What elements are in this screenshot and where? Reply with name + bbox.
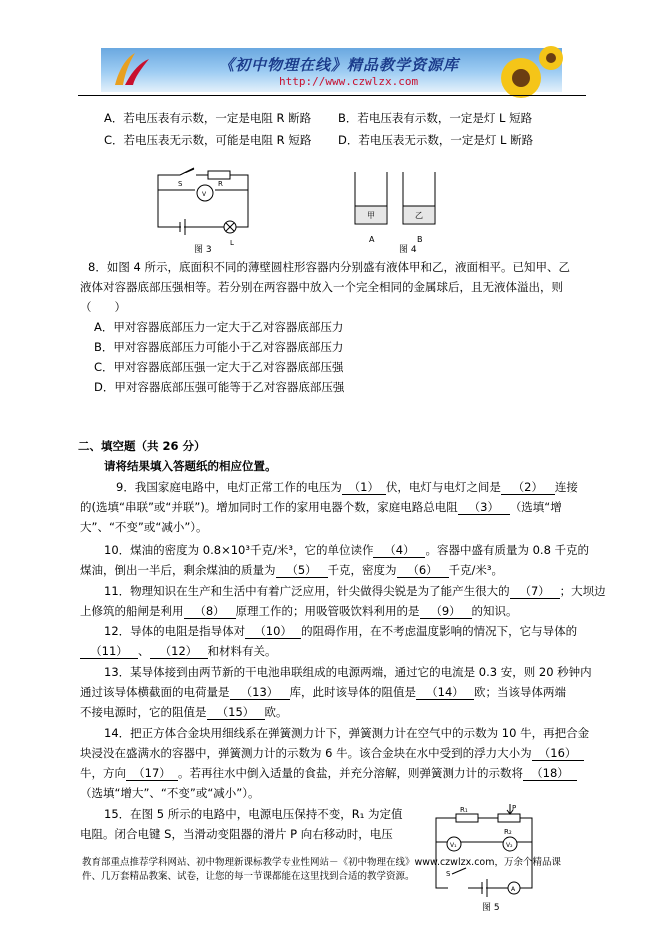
- page-footer: [82, 856, 561, 884]
- blank-18[interactable]: （18）: [523, 766, 577, 781]
- q9-line3: 大”、“不变”或“减小”）。: [80, 520, 208, 534]
- blank-7[interactable]: （7）: [510, 584, 560, 599]
- q8-stem-line2: 液体对容器底部压强相等。若分别在两容器中放入一个完全相同的金属球后，且无液体溢出，则: [80, 280, 563, 294]
- footer-line1: 教育部重点推荐学科网站、初中物理新课标教学专业性网站－《初中物理在线》www.czwlzx.com，万余个精品课: [82, 857, 561, 868]
- blank-5[interactable]: （5）: [276, 563, 328, 578]
- blank-16[interactable]: （16）: [532, 746, 584, 761]
- q10-line1: 10．煤油的密度为 0.8×10³千克/米³，它的单位读作 （4） 。容器中盛有质量为 0.8 千克的: [104, 543, 590, 557]
- q11-line2: 上修筑的船闸是利用 （8） 原理工作的；用吸管吸饮料利用的是 （9） 的知识。: [80, 604, 518, 618]
- q10-line2: 煤油，倒出一半后，剩余煤油的质量为 （5） 千克，密度为 （6） 千克/米³。: [80, 563, 503, 577]
- blank-12[interactable]: （12）: [150, 644, 208, 659]
- q8-option-d: D．甲对容器底部压强可能等于乙对容器底部压强: [94, 380, 345, 394]
- q12-line1: 12．导体的电阻是指导体对 （10） 的阻碍作用，在不考虑温度影响的情况下，它与导体的: [104, 624, 578, 638]
- q9-line1: 9．我国家庭电路中，电灯正常工作的电压为 （1） 伏，电灯与电灯之间是 （2） 连接: [116, 480, 578, 494]
- section-2-title: 二、填空题（共 26 分）: [78, 439, 206, 453]
- logo-icon: [109, 51, 153, 89]
- fig5-label-v1: V₁: [450, 842, 457, 849]
- figure-5-caption: 图 5: [482, 903, 500, 913]
- banner-url[interactable]: http://www.czwlzx.com: [279, 75, 419, 88]
- q15-line1: 15．在图 5 所示的电路中，电源电压保持不变，R₁ 为定值: [104, 807, 403, 821]
- banner-title: 《初中物理在线》精品教学资源库: [219, 56, 460, 74]
- q12-line2: （11） 、 （12） 和材料有关。: [80, 642, 277, 660]
- fig5-label-r2: R₂: [504, 828, 512, 836]
- q13-line1: 13．某导体接到由两节新的干电池串联组成的电源两端，通过它的电流是 0.3 安，则 20 秒钟内: [104, 665, 592, 679]
- blank-9[interactable]: （9）: [420, 604, 472, 619]
- fig4-liquid-a: 甲: [367, 211, 375, 220]
- fig3-label-v: V: [202, 191, 207, 198]
- q13-line3: 不接电源时，它的阻值是 （15） 欧。: [80, 705, 288, 719]
- fig3-label-l: L: [230, 239, 234, 247]
- q14-line1: 14．把正方体合金块用细线系在弹簧测力计下，弹簧测力计在空气中的示数为 10 牛，再把合金: [104, 726, 590, 740]
- fig3-label-r: R: [218, 180, 223, 188]
- blank-6[interactable]: （6）: [397, 563, 449, 578]
- blank-13[interactable]: （13）: [230, 685, 290, 700]
- blank-17[interactable]: （17）: [126, 766, 178, 781]
- header-divider: [78, 95, 586, 96]
- blank-3[interactable]: （3）: [458, 500, 510, 515]
- q8-stem-line1: 8．如图 4 所示，底面积不同的薄壁圆柱形容器内分别盛有液体甲和乙，液面相平。已知甲、乙: [88, 260, 570, 274]
- q8-option-c: C．甲对容器底部压强一定大于乙对容器底部压强: [94, 360, 344, 374]
- q14-line2: 块浸没在盛满水的容器中，弹簧测力计的示数为 6 牛。该合金块在水中受到的浮力大小为 （16）: [80, 744, 584, 762]
- fig5-label-p: P: [512, 804, 517, 812]
- blank-15[interactable]: （15）: [207, 705, 265, 720]
- footer-line2: 件、几万套精品教案、试卷，让您的每一节课都能在这里找到合适的教学资源。: [82, 871, 415, 882]
- figure-3-caption: 图 3: [194, 245, 212, 255]
- fig4-label-b: B: [417, 235, 423, 244]
- blank-4[interactable]: （4）: [373, 543, 425, 558]
- q14-line3: 牛，方向 （17） 。若再往水中倒入适量的食盐，并充分溶解，则弹簧测力计的示数将 （18）: [80, 764, 577, 782]
- blank-11[interactable]: （11）: [80, 644, 138, 659]
- fig4-label-a: A: [369, 235, 375, 244]
- q7-option-a: A．若电压表有示数，一定是电阻 R 断路: [104, 111, 312, 125]
- q8-option-a: A．甲对容器底部压力一定大于乙对容器底部压力: [94, 320, 344, 334]
- header-banner: [101, 48, 562, 92]
- blank-1[interactable]: （1）: [342, 480, 386, 495]
- q7-option-c: C．若电压表无示数，可能是电阻 R 短路: [104, 133, 312, 147]
- q8-option-b: B．甲对容器底部压力可能小于乙对容器底部压力: [94, 340, 344, 354]
- q7-option-b: B．若电压表有示数，一定是灯 L 短路: [338, 111, 533, 125]
- fig5-label-v2: V₂: [506, 842, 513, 849]
- figure-4-containers: [345, 168, 455, 248]
- blank-8[interactable]: （8）: [184, 604, 236, 619]
- q9-line2: 的(选填“串联”或“并联”)。增加同时工作的家用电器个数，家庭电路总电阻 （3） （选填“增: [80, 500, 562, 514]
- q8-answer-bracket: （ ）: [80, 300, 126, 314]
- fig5-label-s: S: [446, 870, 451, 878]
- fig3-label-s: S: [178, 180, 183, 188]
- sunflower-icon: [481, 48, 561, 92]
- figure-4-caption: 图 4: [399, 245, 417, 255]
- q7-option-d: D．若电压表无示数，一定是灯 L 断路: [338, 133, 534, 147]
- blank-14[interactable]: （14）: [416, 685, 474, 700]
- q15-line2: 电阻。闭合电键 S，当滑动变阻器的滑片 P 向右移动时，电压: [80, 827, 393, 841]
- fig4-liquid-b: 乙: [415, 211, 423, 220]
- q11-line1: 11．物理知识在生产和生活中有着广泛应用，针尖做得尖锐是为了能产生很大的 （7） ；大坝边: [104, 584, 606, 598]
- fig5-label-r1: R₁: [460, 806, 468, 814]
- section-2-instruction: 请将结果填入答题纸的相应位置。: [104, 459, 277, 473]
- fig5-label-a: A: [511, 886, 516, 893]
- q14-line4: （选填“增大”、“不变”或“减小”）。: [80, 786, 260, 800]
- blank-10[interactable]: （10）: [245, 624, 301, 639]
- blank-2[interactable]: （2）: [501, 480, 555, 495]
- q13-line2: 通过该导体横截面的电荷量是 （13） 库，此时该导体的阻值是 （14） 欧；当该导体两端: [80, 685, 566, 699]
